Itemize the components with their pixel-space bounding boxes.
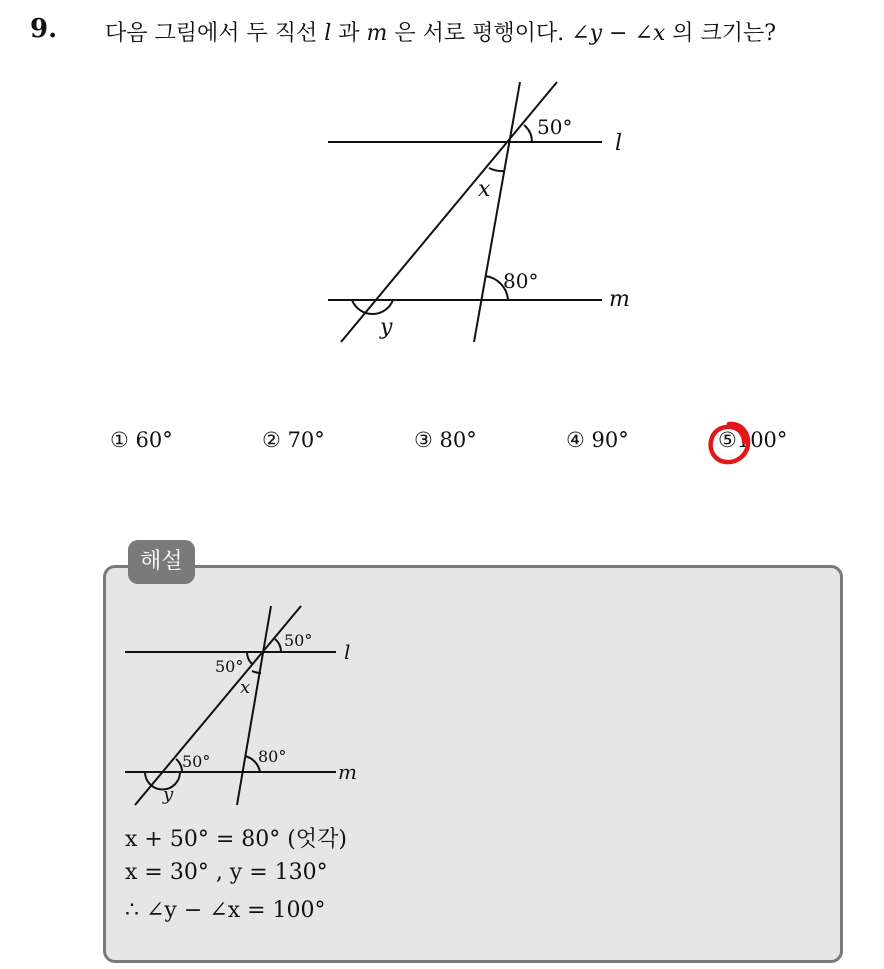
- sol-arc-50-left: [247, 652, 252, 664]
- solution-line-2: x = 30° , y = 130°: [125, 860, 328, 885]
- choice-4-number: ④: [566, 428, 585, 452]
- solution-line-1: x + 50° = 80° (엇각): [125, 827, 347, 852]
- choice-3-value: 80°: [439, 428, 477, 452]
- question-var-m: m: [366, 21, 388, 46]
- choice-4-value: 90°: [591, 428, 629, 452]
- choice-1-value: 60°: [135, 428, 173, 452]
- sol-arc-50-top: [275, 639, 281, 652]
- choice-5-number: ⑤: [718, 428, 737, 452]
- question-text-mid: 과: [331, 21, 367, 46]
- sol-label-50-bottom: 50°: [182, 752, 211, 771]
- label-line-m: m: [609, 287, 630, 312]
- question-number: 9.: [30, 14, 58, 44]
- sol-label-x: x: [240, 677, 251, 698]
- question-text-post: 은 서로 평행이다.: [387, 21, 572, 46]
- label-line-l: l: [615, 131, 623, 156]
- label-angle-80: 80°: [503, 269, 539, 293]
- choice-5-value: 100°: [736, 428, 788, 452]
- label-x: x: [478, 177, 491, 202]
- sol-transversal-slanted: [135, 606, 301, 805]
- solution-tag: 해설: [128, 540, 195, 584]
- choice-2-value: 70°: [287, 428, 325, 452]
- choice-1-number: ①: [110, 428, 129, 452]
- sol-label-50-left: 50°: [215, 657, 244, 676]
- question-var-l: l: [324, 21, 332, 46]
- label-angle-50: 50°: [537, 115, 573, 139]
- question-text-pre: 다음 그림에서 두 직선: [105, 21, 325, 46]
- question-text-end: 의 크기는?: [665, 21, 777, 46]
- question-expr: ∠y − ∠x: [571, 21, 666, 46]
- solution-line-3: ∴ ∠y − ∠x = 100°: [125, 898, 326, 923]
- sol-transversal-steep: [237, 606, 271, 805]
- sol-label-50-top: 50°: [284, 631, 313, 650]
- sol-label-80: 80°: [258, 747, 287, 766]
- choice-2-number: ②: [262, 428, 281, 452]
- label-y: y: [380, 315, 393, 340]
- sol-label-line-l: l: [344, 640, 351, 664]
- sol-label-y: y: [163, 784, 174, 805]
- sol-label-line-m: m: [338, 760, 357, 784]
- choice-3-number: ③: [414, 428, 433, 452]
